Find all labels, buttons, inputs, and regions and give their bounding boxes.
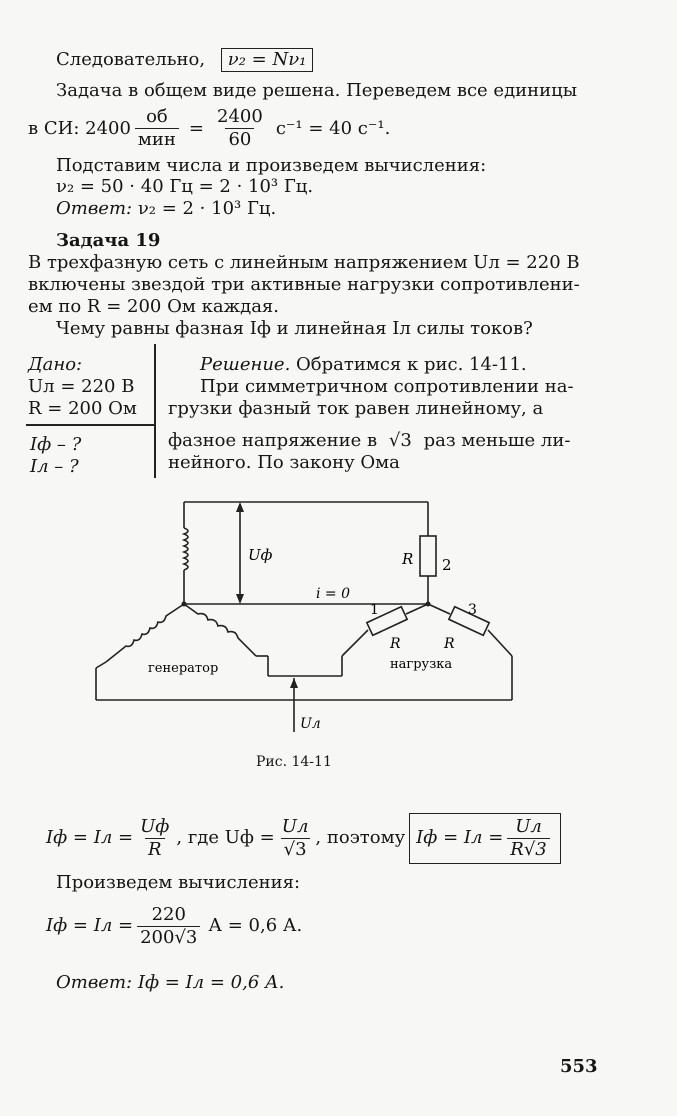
solution-ref: Обратимся к рис. 14-11. xyxy=(296,354,527,375)
given-label: Дано: xyxy=(28,354,83,375)
solution-line-4b: раз меньше ли- xyxy=(423,430,571,451)
formula1-box-frac xyxy=(507,816,549,861)
coil-vertical xyxy=(184,528,188,570)
answer-1-text: ν₂ = 2 · 10³ Гц. xyxy=(137,198,277,219)
formula1-box-den: R√3 xyxy=(507,838,549,861)
label-r1: R xyxy=(390,636,401,652)
formula2-den: 200√3 xyxy=(137,926,200,949)
formula-calc xyxy=(46,896,302,956)
given-resistance: R = 200 Ом xyxy=(28,398,137,419)
label-load: нагрузка xyxy=(390,657,453,672)
text-line-2: Задача в общем виде решена. Переведем все единицы xyxy=(56,80,578,101)
given-voltage: Uл = 220 В xyxy=(28,376,135,397)
uf-arrow-head-bottom xyxy=(236,594,244,604)
find-line-current: Iл – ? xyxy=(30,456,79,477)
label-1: 1 xyxy=(370,602,379,618)
formula1-frac2-den: √3 xyxy=(281,838,310,861)
coil-right xyxy=(184,604,256,656)
circuit-diagram xyxy=(90,490,530,740)
formula1-frac2-num: Uл xyxy=(281,815,309,837)
formula1-box-num: Uл xyxy=(515,815,542,837)
formula2-rhs: А = 0,6 А. xyxy=(208,915,303,936)
calc-label: Произведем вычисления: xyxy=(56,872,301,893)
fraction-rpm-den: мин xyxy=(135,128,179,151)
solution-line-3: грузки фазный ток равен линейному, а xyxy=(168,398,544,419)
label-i0: i = 0 xyxy=(316,586,351,602)
task-line-3: ем по R = 200 Ом каждая. xyxy=(28,296,279,317)
label-r: R xyxy=(402,550,414,568)
wire-r1-down xyxy=(342,630,368,656)
wire-gen-left xyxy=(96,662,106,668)
formula1-frac1 xyxy=(137,816,172,861)
formula1-frac1-den: R xyxy=(145,838,165,861)
answer-1-label: Ответ: xyxy=(56,198,133,219)
resistor-2 xyxy=(420,536,436,576)
label-r3: R xyxy=(444,636,455,652)
fraction-2400-60 xyxy=(214,106,266,151)
text-line-1 xyxy=(56,48,313,72)
fraction-rpm-num: об xyxy=(146,106,168,127)
answer-2-label: Ответ: xyxy=(56,972,133,993)
formula1-frac1-num: Uф xyxy=(140,815,170,837)
label-uf: Uф xyxy=(248,546,273,564)
label-3: 3 xyxy=(468,602,477,618)
formula1-then: , поэтому xyxy=(315,827,406,848)
node-gen xyxy=(182,602,187,607)
text-line-5: ν₂ = 50 · 40 Гц = 2 · 10³ Гц. xyxy=(56,176,314,197)
equals-sign: = xyxy=(188,117,205,139)
formula2-frac xyxy=(137,904,200,949)
coil-left xyxy=(106,604,184,662)
si-suffix: с⁻¹ = 40 с⁻¹. xyxy=(275,117,391,139)
wire-r3 xyxy=(428,604,450,614)
answer-2-text: Iф = Iл = 0,6 А. xyxy=(137,972,285,993)
ul-arrow-head xyxy=(290,678,298,688)
formula1-box-lhs: Iф = Iл = xyxy=(416,827,504,848)
sqrt3: √3 xyxy=(388,430,412,451)
label-2: 2 xyxy=(442,556,452,574)
figure-caption: Рис. 14-11 xyxy=(256,754,332,770)
find-phase-current: Iф – ? xyxy=(30,434,82,455)
formula2-lhs: Iф = Iл = xyxy=(46,915,134,936)
given-divider-vertical xyxy=(154,344,156,478)
solution-line-1 xyxy=(200,354,527,376)
answer-1 xyxy=(56,198,276,220)
solution-line-5: нейного. По закону Ома xyxy=(168,452,400,473)
formula1-boxed xyxy=(409,813,561,864)
text-line-4: Подставим числа и произведем вычисления: xyxy=(56,155,487,176)
page-number: 553 xyxy=(560,1056,598,1077)
formula1-lhs: Iф = Iл = xyxy=(46,827,134,848)
solution-line-2: При симметричном сопротивлении на- xyxy=(200,376,574,397)
fraction-rpm xyxy=(135,106,179,151)
boxed-result: ν₂ = Nν₁ xyxy=(221,48,314,72)
task-line-4: Чему равны фазная Iф и линейная Iл силы токов? xyxy=(56,318,533,339)
label-generator: генератор xyxy=(148,661,219,676)
solution-label: Решение. xyxy=(200,354,291,375)
formula1-frac2 xyxy=(279,816,312,861)
si-prefix: в СИ: 2400 xyxy=(28,117,131,139)
formula-ohm xyxy=(46,806,561,870)
given-divider-horizontal xyxy=(26,424,155,426)
si-conversion xyxy=(28,106,390,151)
task-line-1: В трехфазную сеть с линейным напряжением Uл = 220 В xyxy=(28,252,580,273)
node-load xyxy=(426,602,431,607)
fraction-2400: 2400 xyxy=(217,106,263,127)
solution-line-4a: фазное напряжение в xyxy=(168,430,378,451)
task-line-2: включены звездой три активные нагрузки сопротивлени- xyxy=(28,274,580,295)
uf-arrow-head-top xyxy=(236,502,244,512)
solution-line-4 xyxy=(168,430,570,452)
formula2-num: 220 xyxy=(151,903,186,925)
wire-r1 xyxy=(406,604,428,614)
consequently-text: Следовательно, xyxy=(56,49,206,70)
task-title: Задача 19 xyxy=(56,230,161,251)
label-ul: Uл xyxy=(300,716,321,732)
formula1-mid: , где Uф = xyxy=(176,827,275,848)
fraction-60: 60 xyxy=(225,128,254,151)
answer-2 xyxy=(56,972,284,994)
wire-r3-down xyxy=(488,630,512,656)
